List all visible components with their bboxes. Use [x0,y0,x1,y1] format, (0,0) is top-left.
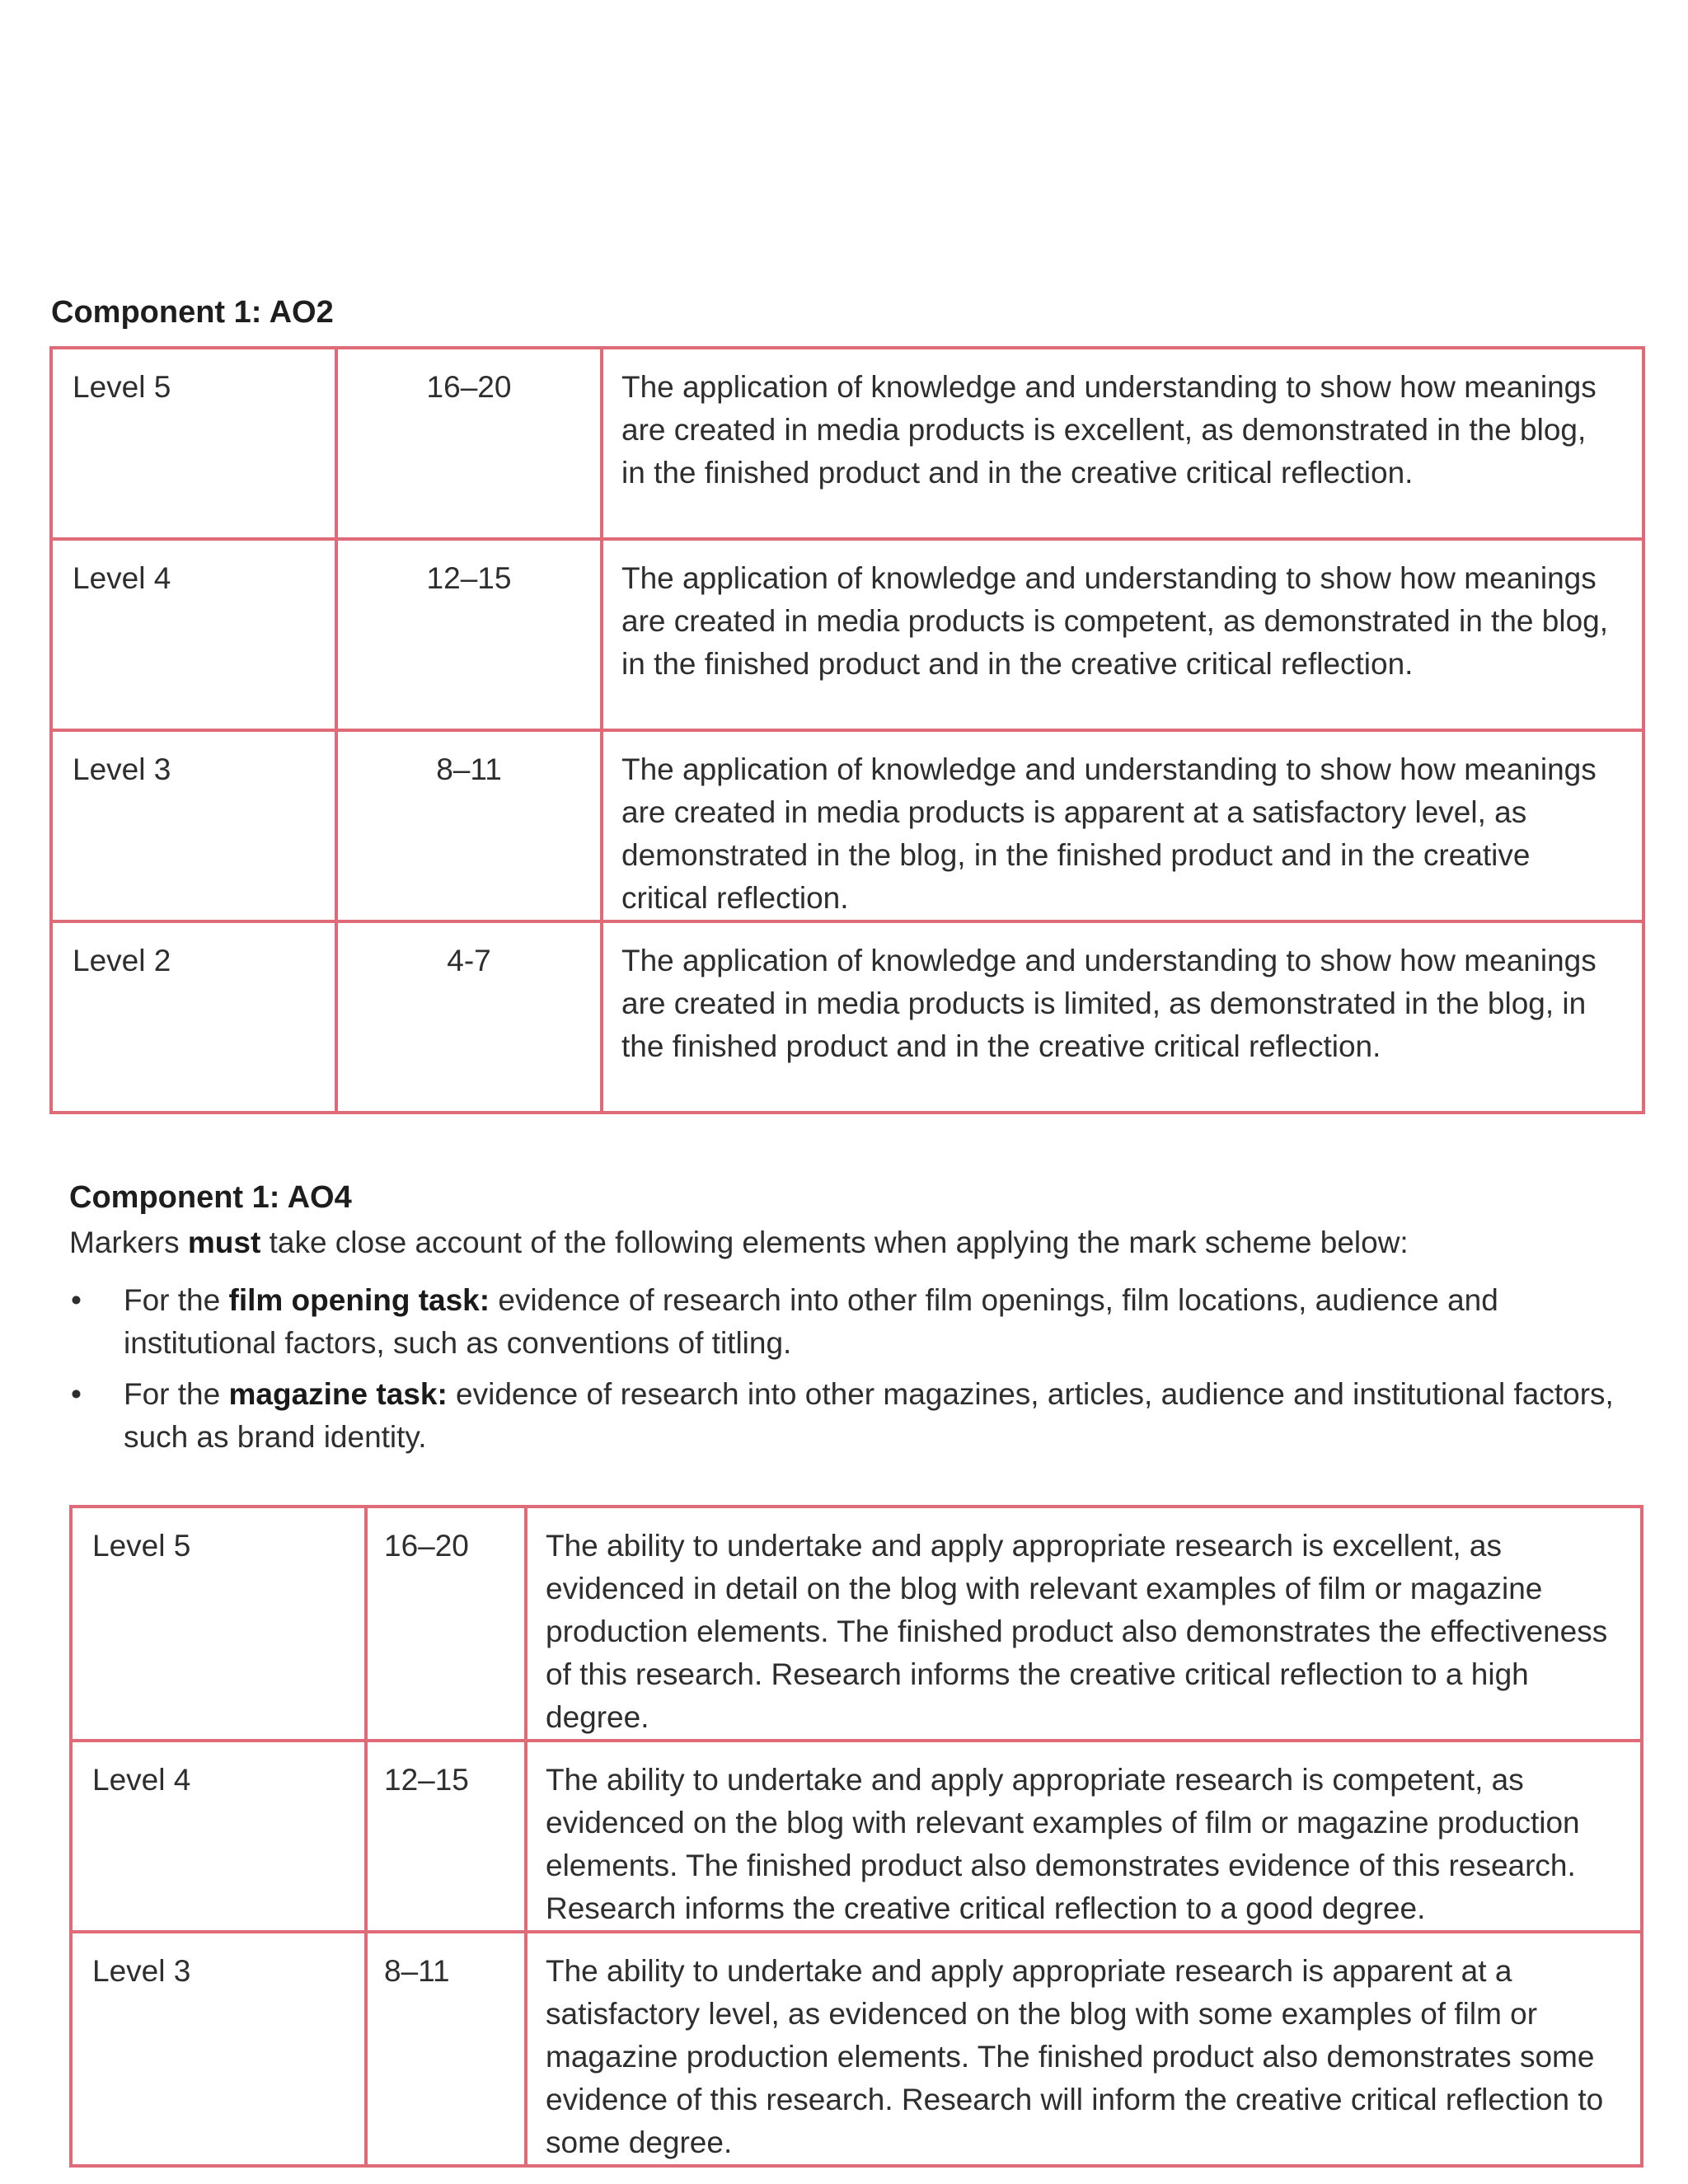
ao4-intro [69,1221,1409,1264]
ao2-heading: Component 1: AO2 [51,295,334,330]
marks-cell: 16–20 [366,1507,526,1741]
marks-cell: 16–20 [336,348,602,539]
bullet-text: evidence of research into other magazines, articles, audience and institutional factors, such as brand identity. [124,1377,1614,1454]
bullet-text: For the [124,1283,229,1317]
table-row [51,921,1643,1113]
table-row [51,348,1643,539]
table-row [51,539,1643,730]
level-cell: Level 3 [51,730,336,921]
bullet-icon: • [71,1283,82,1317]
bullet-task-name: film opening task: [228,1283,490,1317]
marks-cell: 4-7 [336,921,602,1113]
ao4-bullet-list [69,1279,1635,1467]
bullet-icon: • [71,1377,82,1411]
marks-cell: 8–11 [366,1932,526,2166]
intro-text: take close account of the following elements when applying the mark scheme below: [260,1226,1409,1259]
descriptor-cell: The ability to undertake and apply appropriate research is apparent at a satisfactory level, as evidenced on the blog with some examples of film or magazine production elements. The finished product also demonstrates some evidence of this research. Research will inform the creative critical reflection to some degree. [526,1932,1642,2166]
marks-cell: 8–11 [336,730,602,921]
level-cell: Level 4 [71,1741,366,1932]
bullet-text: evidence of research into other film openings, film locations, audience and institutional factors, such as conventions of titling. [124,1283,1498,1360]
level-cell: Level 4 [51,539,336,730]
marks-cell: 12–15 [366,1741,526,1932]
descriptor-cell: The application of knowledge and understanding to show how meanings are created in media products is excellent, as demonstrated in the blog, in the finished product and in the creative critical reflection. [602,348,1643,539]
list-item [69,1279,1635,1365]
descriptor-cell: The ability to undertake and apply appropriate research is excellent, as evidenced in detail on the blog with relevant examples of film or magazine production elements. The finished product also demonstrates the effectiveness of this research. Research informs the creative critical reflection to a high degree. [526,1507,1642,1741]
list-item [69,1373,1635,1459]
table-row [71,1507,1642,1741]
descriptor-cell: The ability to undertake and apply appropriate research is competent, as evidenced on the blog with relevant examples of film or magazine production elements. The finished product also demonstrates evidence of this research. Research informs the creative critical reflection to a good degree. [526,1741,1642,1932]
intro-text: Markers [69,1226,188,1259]
bullet-task-name: magazine task: [228,1377,448,1411]
table-row [51,730,1643,921]
level-cell: Level 5 [51,348,336,539]
ao4-mark-scheme-table [69,1505,1643,2168]
bullet-text: For the [124,1377,229,1411]
descriptor-cell: The application of knowledge and understanding to show how meanings are created in media products is competent, as demonstrated in the blog, in the finished product and in the creative critical reflection. [602,539,1643,730]
intro-emphasis: must [187,1226,261,1259]
level-cell: Level 5 [71,1507,366,1741]
ao4-heading: Component 1: AO4 [69,1180,352,1215]
descriptor-cell: The application of knowledge and understanding to show how meanings are created in media products is apparent at a satisfactory level, as demonstrated in the blog, in the finished product and in the creative critical reflection. [602,730,1643,921]
table-row [71,1932,1642,2166]
ao2-mark-scheme-table [49,346,1645,1114]
level-cell: Level 3 [71,1932,366,2166]
table-row [71,1741,1642,1932]
descriptor-cell: The application of knowledge and understanding to show how meanings are created in media products is limited, as demonstrated in the blog, in the finished product and in the creative critical reflection. [602,921,1643,1113]
level-cell: Level 2 [51,921,336,1113]
marks-cell: 12–15 [336,539,602,730]
